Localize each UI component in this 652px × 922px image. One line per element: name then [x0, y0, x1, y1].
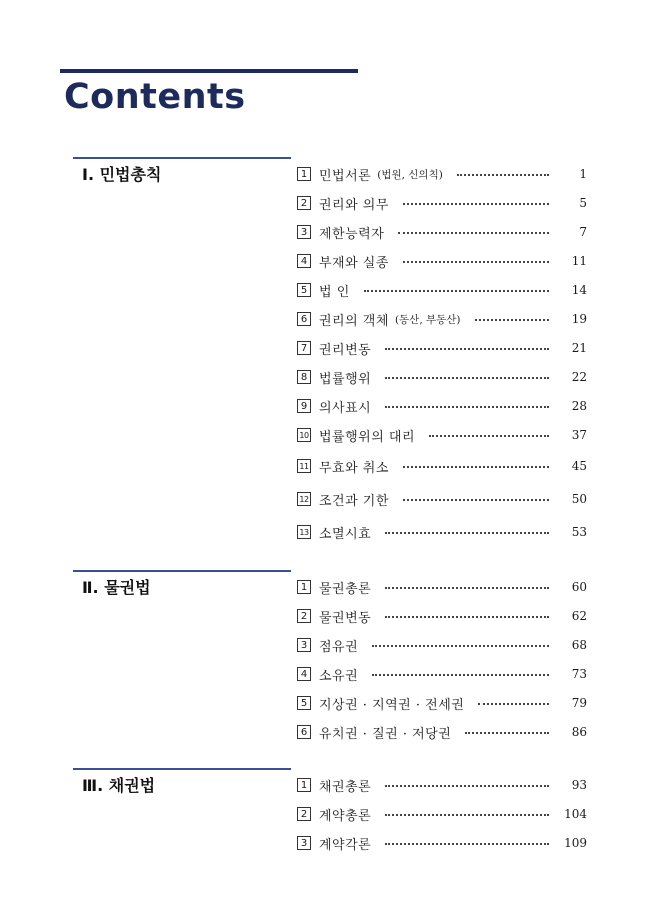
entry-title: 계약각론 — [319, 837, 372, 853]
dot-leader — [429, 435, 549, 437]
entry-page-number: 93 — [571, 778, 587, 792]
section-heading: Ⅲ. 채권법 — [82, 776, 156, 795]
entry-page-number: 19 — [571, 312, 587, 326]
entry-number-box: 2 — [297, 807, 311, 821]
section-rule — [73, 570, 291, 572]
entry-page-number: 79 — [571, 696, 587, 710]
entry-page-number: 7 — [579, 225, 587, 239]
dot-leader — [475, 319, 549, 321]
dot-leader — [385, 406, 549, 408]
entry-number-box: 3 — [297, 638, 311, 652]
toc-entry[interactable] — [297, 693, 587, 713]
section-heading: Ⅰ. 민법총칙 — [82, 165, 162, 184]
entry-title: 권리변동 — [319, 342, 372, 358]
entry-number-box: 4 — [297, 254, 311, 268]
entry-page-number: 60 — [571, 580, 587, 594]
entry-number-box: 1 — [297, 580, 311, 594]
entry-number-box: 5 — [297, 696, 311, 710]
entry-page-number: 68 — [571, 638, 587, 652]
toc-entry[interactable] — [297, 309, 587, 329]
entry-page-number: 1 — [579, 167, 587, 181]
entry-page-number: 45 — [571, 459, 587, 473]
entry-page-number: 53 — [571, 525, 587, 539]
entry-page-number: 21 — [571, 341, 587, 355]
entry-title: 소유권 — [319, 668, 359, 684]
entry-number-box: 2 — [297, 196, 311, 210]
toc-entry[interactable] — [297, 251, 587, 271]
dot-leader — [403, 466, 549, 468]
toc-entry[interactable] — [297, 635, 587, 655]
entry-number-box: 10 — [297, 428, 311, 442]
entry-number-box: 12 — [297, 492, 311, 506]
entry-title: 법률행위 — [319, 371, 372, 387]
entry-number-box: 1 — [297, 778, 311, 792]
entry-title: 지상권 · 지역권 · 전세권 — [319, 697, 465, 713]
entry-page-number: 28 — [571, 399, 587, 413]
entry-page-number: 73 — [571, 667, 587, 681]
entry-title: 무효와 취소 — [319, 460, 389, 476]
toc-entry[interactable] — [297, 396, 587, 416]
dot-leader — [478, 703, 549, 705]
entry-page-number: 86 — [571, 725, 587, 739]
toc-entry[interactable] — [297, 664, 587, 684]
section-rule — [73, 768, 291, 770]
dot-leader — [385, 348, 549, 350]
entry-title: 민법서론 — [319, 168, 372, 184]
dot-leader — [403, 499, 549, 501]
entry-page-number: 62 — [571, 609, 587, 623]
toc-entry[interactable] — [297, 456, 587, 476]
entry-number-box: 11 — [297, 459, 311, 473]
entry-number-box: 6 — [297, 312, 311, 326]
entry-number-box: 9 — [297, 399, 311, 413]
toc-entry[interactable] — [297, 193, 587, 213]
entry-page-number: 14 — [571, 283, 587, 297]
entry-page-number: 37 — [571, 428, 587, 442]
toc-entry[interactable] — [297, 775, 587, 795]
entry-title: 법률행위의 대리 — [319, 429, 416, 445]
toc-entry[interactable] — [297, 222, 587, 242]
entry-number-box: 3 — [297, 225, 311, 239]
entry-title: 부재와 실종 — [319, 255, 389, 271]
toc-entry[interactable] — [297, 489, 587, 509]
entry-page-number: 104 — [564, 807, 587, 821]
entry-title: 채권총론 — [319, 779, 372, 795]
entry-number-box: 8 — [297, 370, 311, 384]
toc-entry[interactable] — [297, 722, 587, 742]
entry-subtitle: (법원, 신의칙) — [377, 168, 443, 181]
entry-title: 물권변동 — [319, 610, 372, 626]
dot-leader — [385, 785, 549, 787]
page-title: Contents — [64, 77, 246, 117]
dot-leader — [385, 814, 549, 816]
entry-title: 의사표시 — [319, 400, 372, 416]
dot-leader — [364, 290, 549, 292]
entry-title: 권리의 객체 — [319, 313, 389, 329]
toc-entry[interactable] — [297, 280, 587, 300]
toc-entry[interactable] — [297, 577, 587, 597]
entry-number-box: 1 — [297, 167, 311, 181]
entry-number-box: 13 — [297, 525, 311, 539]
toc-entry[interactable] — [297, 164, 587, 184]
toc-entry[interactable] — [297, 338, 587, 358]
dot-leader — [385, 843, 549, 845]
dot-leader — [398, 232, 549, 234]
entry-title: 법 인 — [319, 284, 350, 300]
toc-entry[interactable] — [297, 833, 587, 853]
dot-leader — [465, 732, 549, 734]
entry-number-box: 7 — [297, 341, 311, 355]
entry-title: 권리와 의무 — [319, 197, 389, 213]
entry-title: 조건과 기한 — [319, 493, 389, 509]
entry-title: 소멸시효 — [319, 526, 372, 542]
dot-leader — [385, 587, 549, 589]
toc-entry[interactable] — [297, 804, 587, 824]
entry-number-box: 3 — [297, 836, 311, 850]
dot-leader — [372, 645, 549, 647]
dot-leader — [385, 616, 549, 618]
entry-number-box: 6 — [297, 725, 311, 739]
entry-number-box: 2 — [297, 609, 311, 623]
section-rule — [73, 157, 291, 159]
entry-title: 물권총론 — [319, 581, 372, 597]
entry-title: 유치권 · 질권 · 저당권 — [319, 726, 452, 742]
entry-number-box: 4 — [297, 667, 311, 681]
dot-leader — [385, 532, 549, 534]
entry-title: 계약총론 — [319, 808, 372, 824]
toc-entry[interactable] — [297, 425, 587, 445]
dot-leader — [403, 203, 549, 205]
toc-entry[interactable] — [297, 522, 587, 542]
entry-page-number: 22 — [571, 370, 587, 384]
entry-title: 점유권 — [319, 639, 359, 655]
title-rule — [60, 69, 358, 73]
entry-subtitle: (동산, 부동산) — [394, 313, 461, 326]
entry-page-number: 109 — [564, 836, 587, 850]
entry-page-number: 5 — [579, 196, 587, 210]
dot-leader — [372, 674, 549, 676]
entry-page-number: 50 — [571, 492, 587, 506]
entry-number-box: 5 — [297, 283, 311, 297]
dot-leader — [403, 261, 549, 263]
entry-page-number: 11 — [571, 254, 587, 268]
dot-leader — [457, 174, 549, 176]
dot-leader — [385, 377, 549, 379]
entry-title: 제한능력자 — [319, 226, 385, 242]
section-heading: Ⅱ. 물권법 — [82, 578, 151, 597]
toc-entry[interactable] — [297, 606, 587, 626]
toc-entry[interactable] — [297, 367, 587, 387]
